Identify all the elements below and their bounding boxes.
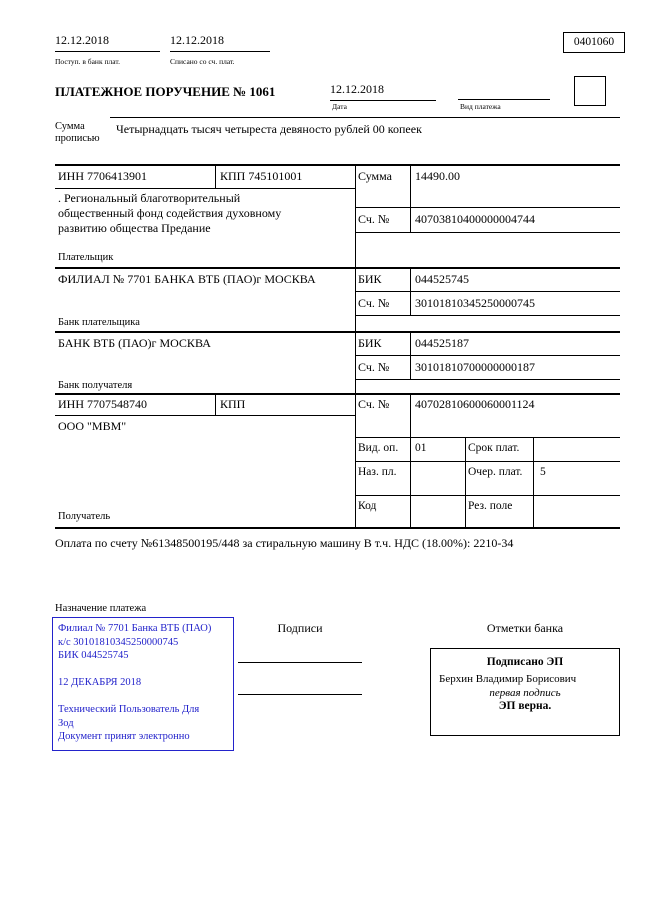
rule xyxy=(55,267,620,269)
date-label: Дата xyxy=(332,102,347,111)
received-date-label: Поступ. в банк плат. xyxy=(55,57,120,66)
rule xyxy=(355,355,620,356)
bank-stamp-line: Документ принят электронно xyxy=(58,731,190,742)
signature-line xyxy=(238,694,362,695)
bank-stamp-line: к/с 30101810345250000745 xyxy=(58,636,179,648)
rule xyxy=(355,495,620,496)
payer-bank-bik-label: БИК xyxy=(358,272,382,286)
payee-kpp: КПП xyxy=(220,397,246,411)
payer-account-value: 40703810400000004744 xyxy=(415,212,535,226)
payer-bank-name: ФИЛИАЛ № 7701 БАНКА ВТБ (ПАО)г МОСКВА xyxy=(58,272,316,286)
title-empty-box xyxy=(574,76,606,106)
rule xyxy=(55,188,355,189)
document-title: ПЛАТЕЖНОЕ ПОРУЧЕНИЕ № 1061 xyxy=(55,84,276,99)
priority-value: 5 xyxy=(540,466,546,478)
amount-label: Сумма xyxy=(358,169,392,183)
rule xyxy=(215,164,216,188)
rule xyxy=(355,291,620,292)
document-date: 12.12.2018 xyxy=(330,82,436,101)
payee-bank-bik: 044525187 xyxy=(415,336,469,350)
payer-kpp: КПП 745101001 xyxy=(220,169,303,183)
rule xyxy=(215,393,216,415)
rule xyxy=(55,393,620,395)
op-type-label: Вид. оп. xyxy=(358,442,399,454)
signature-stamp-type: первая подпись xyxy=(489,687,561,699)
amount-words-label: Сумма прописью xyxy=(55,121,100,144)
amount-words-value: Четырнадцать тысяч четыреста девяносто рублей 00 копеек xyxy=(116,122,422,136)
bank-stamp-line: Филиал № 7701 Банка ВТБ (ПАО) xyxy=(58,623,212,634)
payer-section-label: Плательщик xyxy=(58,252,114,263)
pay-term-label: Срок плат. xyxy=(468,442,520,454)
payee-account: 40702810600060001124 xyxy=(415,397,535,411)
signature-stamp-verified: ЭП верна. xyxy=(498,700,552,712)
rule xyxy=(410,267,411,315)
rule xyxy=(355,207,620,208)
bank-stamp-line xyxy=(58,663,228,677)
signature-stamp-box xyxy=(430,648,620,736)
received-date: 12.12.2018 xyxy=(55,33,160,52)
payee-name: ООО "МВМ" xyxy=(58,419,127,433)
rule xyxy=(55,164,620,166)
payee-account-label: Сч. № xyxy=(358,397,390,411)
rule xyxy=(55,331,620,333)
rule xyxy=(533,437,534,527)
bank-stamp-line: БИК 044525745 xyxy=(58,650,129,661)
rule xyxy=(355,379,620,380)
op-type-value: 01 xyxy=(415,442,427,454)
payment-type-label: Вид платежа xyxy=(460,102,501,111)
signature-line xyxy=(238,662,362,663)
rule xyxy=(410,393,411,527)
payer-bank-section-label: Банк плательщика xyxy=(58,317,140,328)
signature-stamp-title: Подписано ЭП xyxy=(486,656,564,668)
purpose-code-label: Наз. пл. xyxy=(358,466,397,478)
rule xyxy=(355,164,356,527)
debited-date-label: Списано со сч. плат. xyxy=(170,57,235,66)
bank-marks-label: Отметки банка xyxy=(486,621,564,635)
payee-bank-bik-label: БИК xyxy=(358,336,382,350)
payee-bank-account-label: Сч. № xyxy=(358,360,390,374)
code-label: Код xyxy=(358,500,377,512)
payer-bank-bik: 044525745 xyxy=(415,272,469,286)
debited-date: 12.12.2018 xyxy=(170,33,270,52)
payer-name: . Региональный благотворительный общественный фонд содействия духовному развитию общества Предание xyxy=(58,191,282,235)
rule xyxy=(355,315,620,316)
rule xyxy=(55,527,620,529)
amount-value: 14490.00 xyxy=(415,169,460,183)
purpose-text: Оплата по счету №61348500195/448 за стиральную машину В т.ч. НДС (18.00%): 2210-34 xyxy=(55,536,514,550)
rule xyxy=(55,415,355,416)
payee-section-label: Получатель xyxy=(58,511,111,522)
payer-bank-account-label: Сч. № xyxy=(358,296,390,310)
payment-type-field xyxy=(458,82,550,100)
payer-account-label: Сч. № xyxy=(358,212,390,226)
payee-bank-section-label: Банк получателя xyxy=(58,380,133,391)
purpose-section-label: Назначение платежа xyxy=(55,603,147,614)
rule xyxy=(355,232,620,233)
signatures-label: Подписи xyxy=(277,621,323,635)
payee-bank-account: 30101810700000000187 xyxy=(415,360,535,374)
payer-bank-account: 30101810345250000745 xyxy=(415,296,535,310)
bank-stamp-line xyxy=(58,690,228,704)
payee-bank-name: БАНК ВТБ (ПАО)г МОСКВА xyxy=(58,336,211,350)
bank-stamp xyxy=(52,617,234,751)
payer-inn: ИНН 7706413901 xyxy=(58,169,147,183)
signature-stamp-signer: Берхин Владимир Борисович xyxy=(439,673,577,685)
rule xyxy=(410,164,411,232)
bank-stamp-line: Технический Пользователь Для xyxy=(58,704,200,715)
priority-label: Очер. плат. xyxy=(468,466,523,478)
rule xyxy=(355,437,620,438)
rule xyxy=(355,461,620,462)
rule xyxy=(465,437,466,527)
bank-stamp-line: Зод xyxy=(58,717,74,729)
rule xyxy=(110,117,620,118)
payee-inn: ИНН 7707548740 xyxy=(58,397,147,411)
bank-stamp-line: 12 ДЕКАБРЯ 2018 xyxy=(58,677,142,688)
rule xyxy=(410,331,411,379)
reserve-field-label: Рез. поле xyxy=(468,500,513,512)
form-code-box: 0401060 xyxy=(563,32,625,53)
